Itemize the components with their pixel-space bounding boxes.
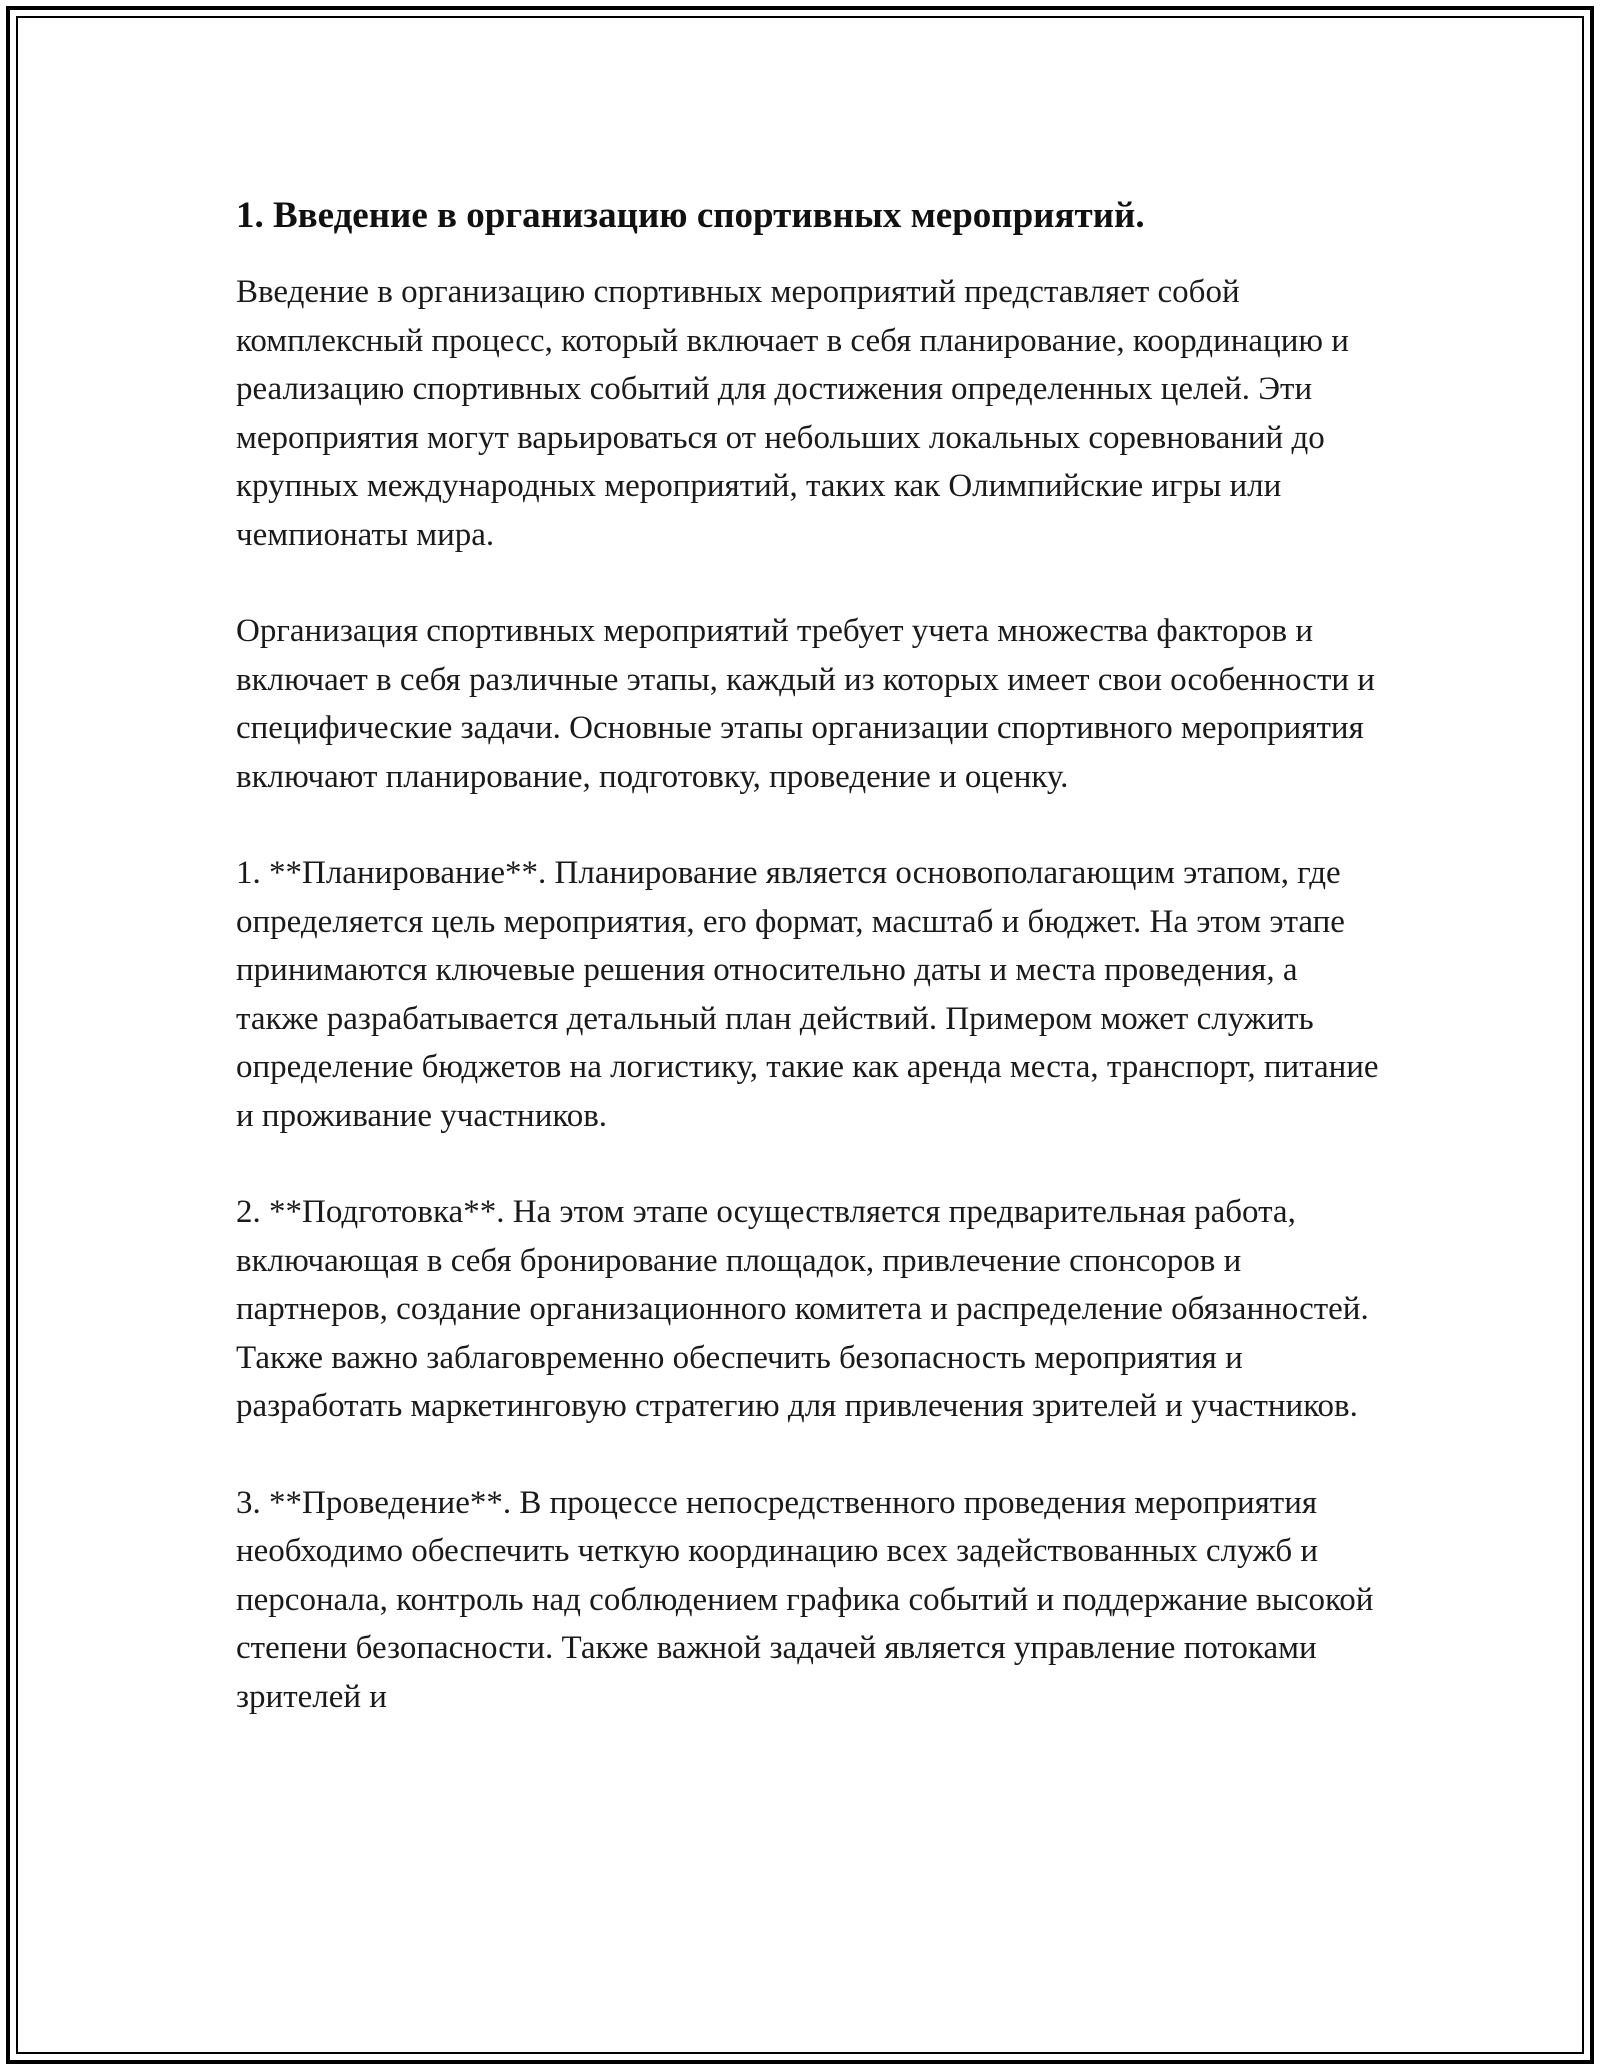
paragraph-execution: 3. **Проведение**. В процессе непосредственного проведения мероприятия необходимо обеспечить четкую координацию всех задействованных служб и персонала, контроль над соблюдением графика событий и поддержание высокой степени безопасности. Также важной задачей является управление потоками зрителей и <box>236 1484 1374 1715</box>
paragraph-introduction: Введение в организацию спортивных мероприятий представляет собой комплексный процесс, который включает в себя планирование, координацию и реализацию спортивных событий для достижения определенных целей. Эти мероприятия могут варьироваться от небольших локальных соревнований до крупных международных мероприятий, таких как Олимпийские игры или чемпионаты мира. <box>236 274 1349 553</box>
paragraph-stages-overview: Организация спортивных мероприятий требует учета множества факторов и включает в себя различные этапы, каждый из которых имеет свои особенности и специфические задачи. Основные этапы организации спортивного мероприятия включают планирование, подготовку, проведение и оценку. <box>236 613 1375 795</box>
section-heading: 1. Введение в организацию спортивных мероприятий. <box>236 195 1145 236</box>
paragraph-planning: 1. **Планирование**. Планирование является основополагающим этапом, где определяется цель мероприятия, его формат, масштаб и бюджет. На этом этапе принимаются ключевые решения относительно даты и места проведения, а также разрабатывается детальный план действий. Примером может служить определение бюджетов на логистику, такие как аренда места, транспорт, питание и проживание участников. <box>236 855 1379 1134</box>
paragraph-preparation: 2. **Подготовка**. На этом этапе осуществляется предварительная работа, включающая в себя бронирование площадок, привлечение спонсоров и партнеров, создание организационного комитета и распределение обязанностей. Также важно заблаговременно обеспечить безопасность мероприятия и разработать маркетинговую стратегию для привлечения зрителей и участников. <box>236 1194 1369 1424</box>
document-body <box>236 188 1386 1769</box>
